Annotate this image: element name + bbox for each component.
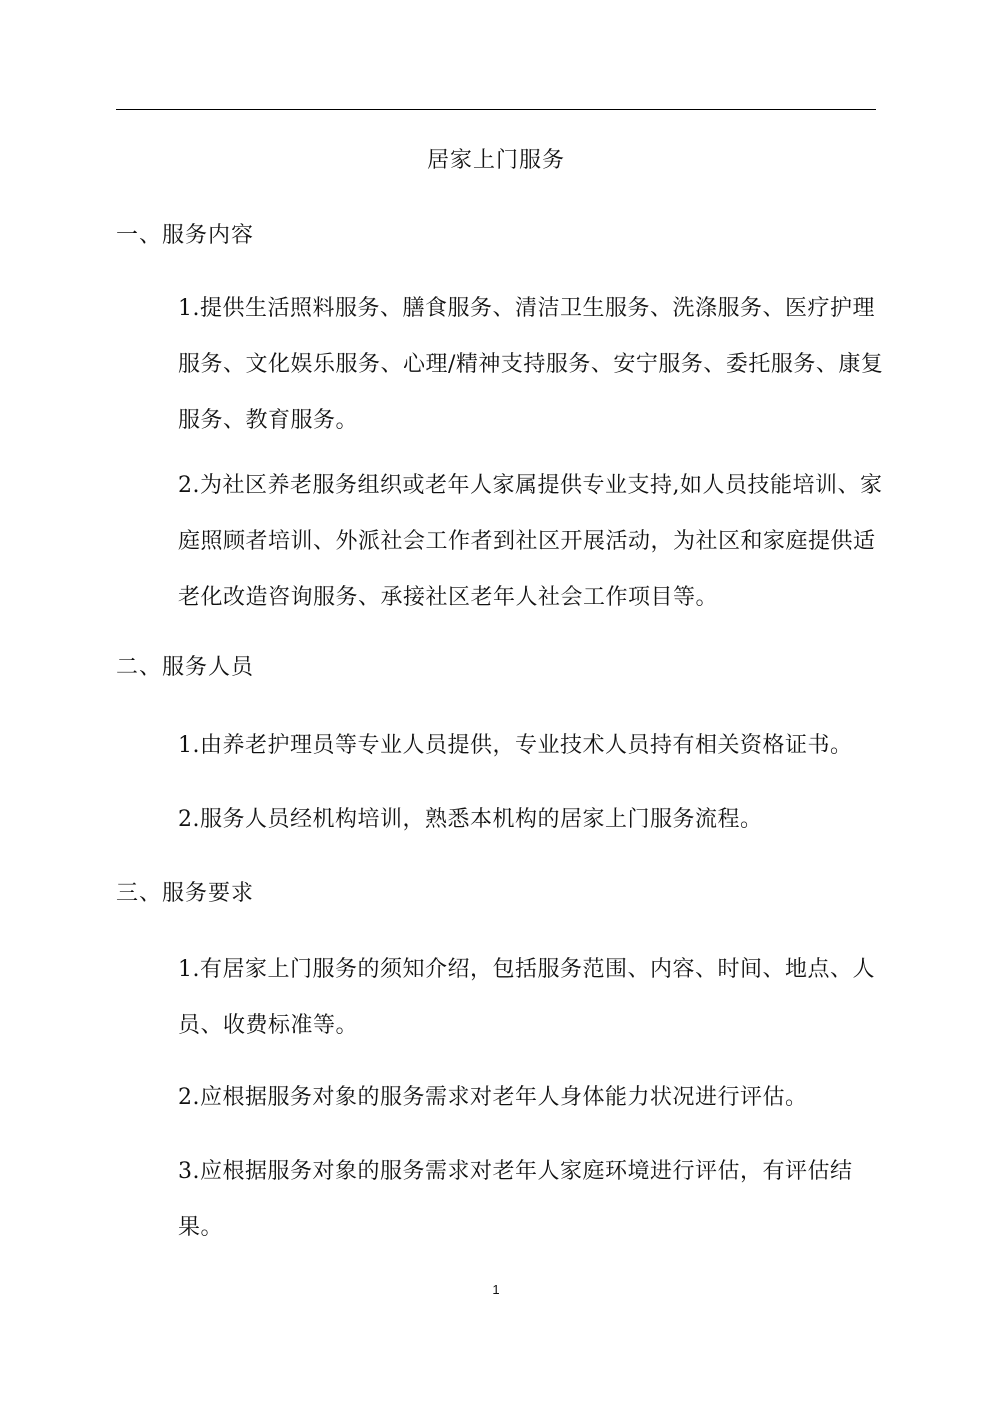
section-heading-content: 一、服务内容 <box>116 223 255 248</box>
header-rule <box>116 109 876 110</box>
requirement-item-2: 2.应根据服务对象的服务需求对老年人身体能力状况进行评估。 <box>178 1085 808 1110</box>
document-title: 居家上门服务 <box>426 148 565 173</box>
content-item-1: 1.提供生活照料服务、膳食服务、清洁卫生服务、洗涤服务、医疗护理服务、文化娱乐服务、心理/精神支持服务、安宁服务、委托服务、康复服务、教育服务。 <box>178 296 884 433</box>
requirement-item-3: 3.应根据服务对象的服务需求对老年人家庭环境进行评估，有评估结果。 <box>178 1159 853 1240</box>
requirement-item-1: 1.有居家上门服务的须知介绍，包括服务范围、内容、时间、地点、人员、收费标准等。 <box>178 957 875 1038</box>
staff-item-2: 2.服务人员经机构培训，熟悉本机构的居家上门服务流程。 <box>178 807 763 832</box>
content-item-2: 2.为社区养老服务组织或老年人家属提供专业支持,如人员技能培训、家庭照顾者培训、外派社会工作者到社区开展活动，为社区和家庭提供适老化改造咨询服务、承接社区老年人社会工作项目等。 <box>178 473 883 610</box>
staff-item-1: 1.由养老护理员等专业人员提供，专业技术人员持有相关资格证书。 <box>178 733 853 758</box>
section-heading-requirements: 三、服务要求 <box>116 881 255 906</box>
section-heading-staff: 二、服务人员 <box>116 655 255 680</box>
page-number: 1 <box>492 1282 500 1297</box>
